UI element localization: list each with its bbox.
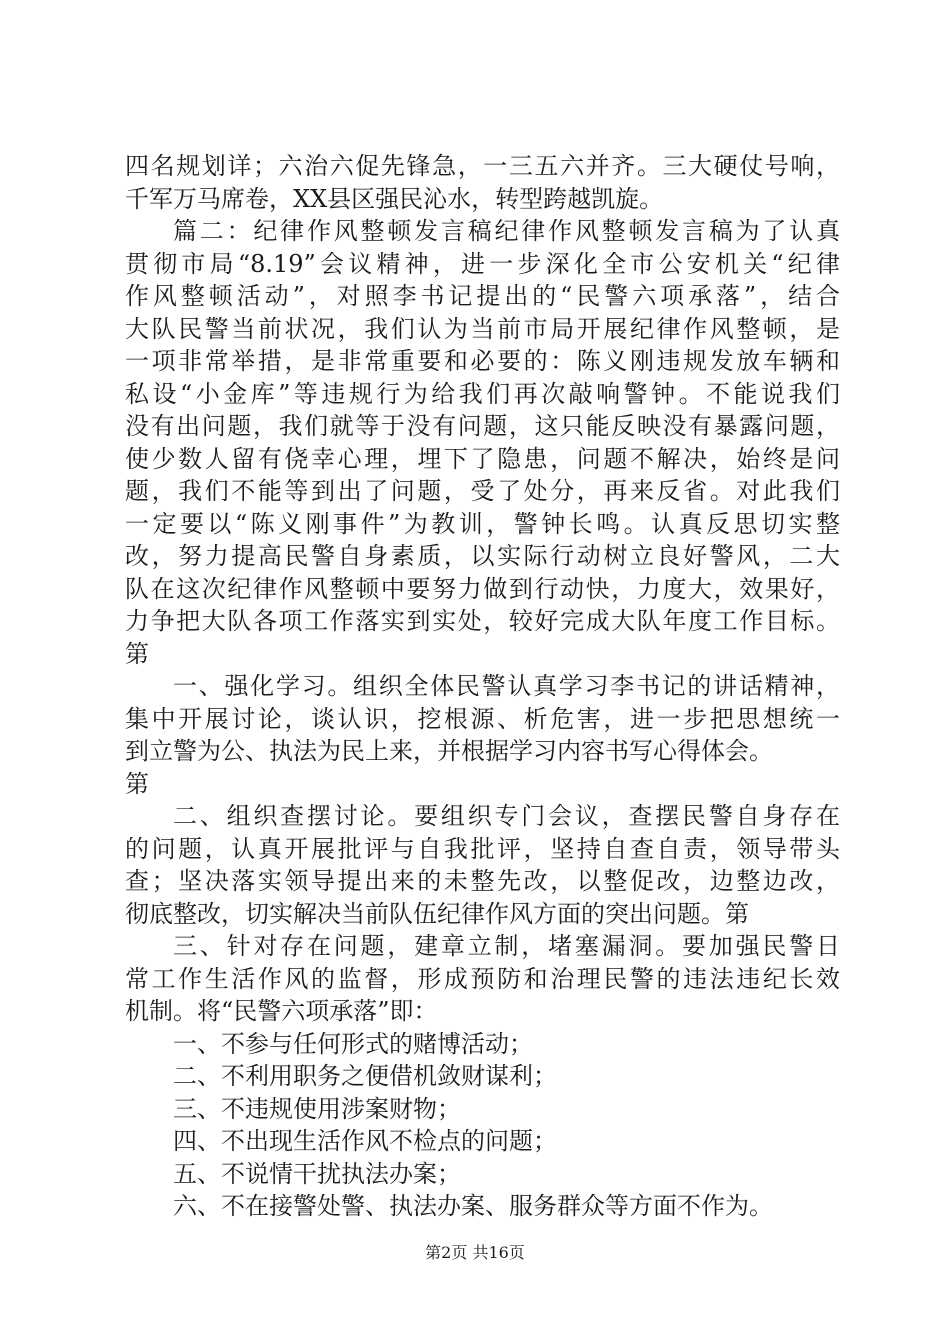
text-line: 六、不在接警处警、执法办案、服务群众等方面不作为。 — [173, 1192, 773, 1220]
text-line: 常工作生活作风的监督，形成预防和治理民警的违法违纪长效 — [125, 964, 840, 993]
text-line: 私设“小金库”等违规行为给我们再次敲响警钟。不能说我们 — [125, 379, 840, 408]
text-line: 三、不违规使用涉案财物； — [173, 1094, 461, 1123]
text-line: 改，努力提高民警自身素质，以实际行动树立良好警风，二大 — [125, 542, 840, 570]
text-line: 一定要以“陈义刚事件”为教训，警钟长鸣。认真反思切实整 — [125, 509, 840, 538]
text-line: 没有出问题，我们就等于没有问题，这只能反映没有暴露问题， — [125, 412, 840, 440]
text-line: 第 — [125, 769, 149, 798]
page-number-footer: 第2页 共16页 — [425, 1243, 525, 1262]
text-line: 大队民警当前状况，我们认为当前市局开展纪律作风整顿，是 — [125, 314, 840, 343]
text-line: 二、不利用职务之便借机敛财谋利； — [173, 1062, 557, 1090]
text-line: 一、不参与任何形式的赌博活动； — [173, 1029, 533, 1058]
text-line: 的问题，认真开展批评与自我批评，坚持自查自责，领导带头 — [125, 834, 840, 863]
text-line: 千军万马席卷，XX县区强民沁水，转型跨越凯旋。 — [125, 184, 664, 213]
text-line: 四名规划详；六治六促先锋急，一三五六并齐。三大硬仗号响， — [125, 152, 840, 180]
text-line: 彻底整改，切实解决当前队伍纪律作风方面的突出问题。第 — [125, 899, 749, 928]
text-line: 一项非常举措，是非常重要和必要的：陈义刚违规发放车辆和 — [125, 347, 840, 375]
text-line: 二、组织查摆讨论。要组织专门会议，查摆民警自身存在 — [173, 802, 840, 830]
text-line: 使少数人留有侥幸心理，埋下了隐患，问题不解决，始终是问 — [125, 444, 840, 473]
text-line: 作风整顿活动”，对照李书记提出的“民警六项承落”，结合 — [125, 282, 840, 310]
text-line: 一、强化学习。组织全体民警认真学习李书记的讲话精神， — [173, 672, 840, 700]
text-line: 五、不说情干扰执法办案； — [173, 1159, 461, 1188]
text-line: 力争把大队各项工作落实到实处，较好完成大队年度工作目标。 — [125, 607, 840, 635]
text-line: 查；坚决落实领导提出来的未整先改，以整促改，边整边改， — [125, 867, 840, 895]
text-line: 题，我们不能等到出了问题，受了处分，再来反省。对此我们 — [125, 477, 840, 505]
text-line: 第 — [125, 639, 149, 668]
document-body — [125, 150, 840, 1223]
text-line: 到立警为公、执法为民上来，并根据学习内容书写心得体会。 — [125, 737, 773, 765]
text-line: 集中开展讨论，谈认识，挖根源、析危害，进一步把思想统一 — [125, 704, 840, 733]
text-line: 贯彻市局“8.19”会议精神，进一步深化全市公安机关“纪律 — [125, 249, 840, 278]
text-line: 三、针对存在问题，建章立制，堵塞漏洞。要加强民警日 — [173, 932, 840, 960]
text-line: 篇二：纪律作风整顿发言稿纪律作风整顿发言稿为了认真 — [173, 217, 840, 245]
text-line: 队在这次纪律作风整顿中要努力做到行动快，力度大，效果好， — [125, 574, 840, 603]
text-line: 四、不出现生活作风不检点的问题； — [173, 1127, 557, 1155]
text-line: 机制。将“民警六项承落”即： — [125, 997, 438, 1025]
